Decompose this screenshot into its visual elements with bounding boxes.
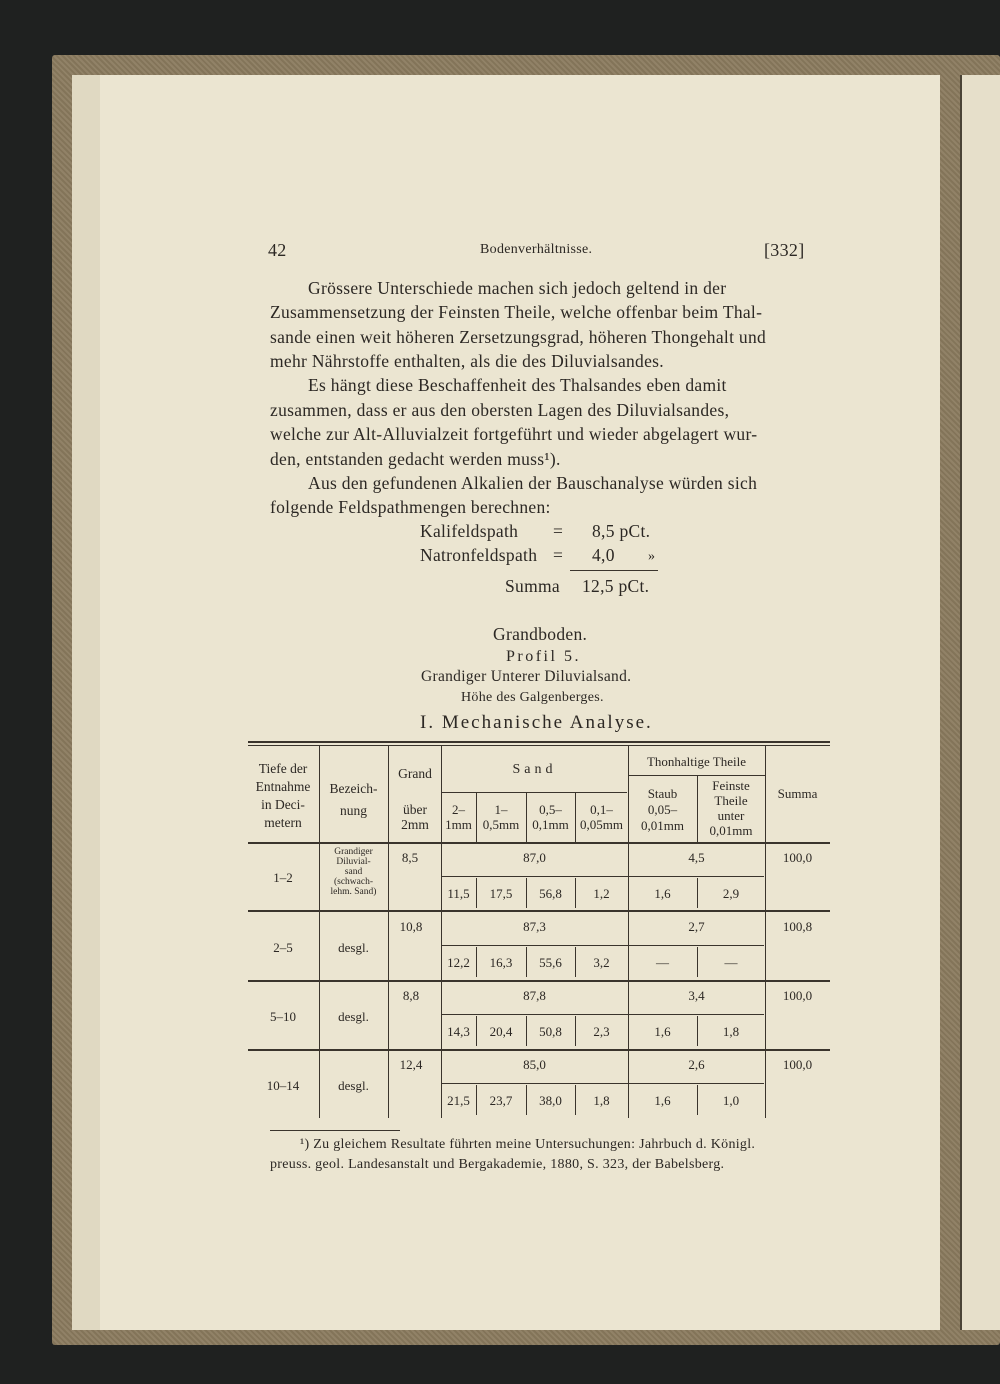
footnote-line: ¹) Zu gleichem Resultate führten meine Untersuchungen: Jahrbuch d. Königl.: [300, 1137, 756, 1152]
header-text: Staub: [647, 786, 678, 801]
cell-summa: 100,0: [782, 1057, 813, 1072]
bracket-page-number: [332]: [764, 240, 805, 260]
calc-value: 4,0: [592, 545, 615, 565]
calc-sum-value: 12,5 pCt.: [582, 576, 650, 596]
cell-bezeichnung: desgl.: [338, 940, 369, 955]
cell-grand: 8,5: [401, 850, 419, 865]
header-feinste: [697, 778, 765, 838]
cell-staub: 1,6: [654, 886, 671, 901]
cell-sand: 16,3: [489, 955, 513, 970]
cell-sand-total: 87,3: [523, 919, 546, 934]
header-text: 0,5–: [539, 802, 562, 817]
body-line: Aus den gefundenen Alkalien der Bauschanalyse würden sich: [308, 473, 758, 493]
cell-sand: 17,5: [489, 886, 513, 901]
header-text: metern: [264, 815, 302, 830]
header-text: in Deci-: [261, 797, 305, 812]
subrow-rule: [441, 1083, 764, 1084]
cell-sand: 55,6: [539, 955, 562, 970]
cell-sand: 3,2: [593, 955, 610, 970]
cell-sand: 38,0: [539, 1093, 562, 1108]
body-line: den, entstanden gedacht werden muss¹).: [270, 449, 561, 469]
footnote-rule: [270, 1130, 400, 1131]
cell-sand: 50,8: [539, 1024, 562, 1039]
cell-staub: —: [656, 955, 669, 970]
page-edge: [72, 75, 100, 1330]
analysis-heading: I. Mechanische Analyse.: [420, 712, 653, 733]
body-line: Es hängt diese Beschaffenheit des Thalsandes eben damit: [308, 375, 727, 395]
header-text: nung: [340, 803, 367, 818]
calc-equals: =: [553, 521, 564, 541]
cell-sand: 12,2: [447, 955, 470, 970]
header-text: 0,5mm: [482, 817, 520, 832]
body-line: Grössere Unterschiede machen sich jedoch geltend in der: [308, 278, 727, 298]
sum-rule: [570, 570, 658, 571]
cell-summa: 100,8: [782, 919, 813, 934]
cell-thon-total: 3,4: [688, 988, 705, 1003]
cell-sand-total: 87,8: [523, 988, 546, 1003]
cell-sand-total: 85,0: [523, 1057, 546, 1072]
section-heading: Grandboden.: [493, 624, 588, 644]
header-text: Tiefe der: [258, 761, 308, 776]
header-summa: Summa: [777, 786, 818, 801]
cell-sand: 2,3: [593, 1024, 610, 1039]
table-top-rule: [248, 745, 830, 746]
calc-sum-label: Summa: [505, 576, 560, 596]
cell-thon-total: 2,7: [688, 919, 705, 934]
cell-tiefe: 1–2: [273, 870, 293, 885]
row-rule: [248, 842, 830, 844]
facing-page: [960, 75, 1000, 1330]
header-text: 1mm: [445, 817, 472, 832]
header-text: 2–: [452, 802, 465, 817]
cell-bezeichnung: desgl.: [338, 1009, 369, 1024]
cell-thon-total: 4,5: [688, 850, 705, 865]
footnote-line: preuss. geol. Landesanstalt und Bergakademie, 1880, S. 323, der Babelsberg.: [270, 1157, 725, 1172]
cell-sand: 21,5: [447, 1093, 470, 1108]
calc-value: 8,5 pCt.: [592, 521, 651, 541]
profile-heading: Profil 5.: [506, 648, 581, 665]
body-line: sande einen weit höheren Zersetzungsgrad, höheren Thongehalt und: [270, 327, 767, 347]
header-staub: [628, 786, 697, 834]
body-line: welche zur Alt-Alluvialzeit fortgeführt und wieder abgelagert wur-: [270, 424, 758, 444]
body-line: mehr Nährstoffe enthalten, als die des Diluvialsandes.: [270, 351, 664, 371]
header-text: 0,1–: [590, 802, 613, 817]
cell-feinste: —: [724, 955, 738, 970]
cell-sand: 14,3: [447, 1024, 470, 1039]
cell-sand: 1,2: [593, 886, 610, 901]
body-line: zusammen, dass er aus den obersten Lagen des Diluvialsandes,: [270, 400, 730, 420]
header-text: Feinste: [712, 778, 750, 793]
header-sand-col: [476, 802, 526, 832]
cell-grand: 12,4: [399, 1057, 423, 1072]
cell-thon-total: 2,6: [688, 1057, 705, 1072]
row-rule: [248, 1049, 830, 1051]
running-title: Bodenverhältnisse.: [480, 242, 593, 257]
header-sand-col: [575, 802, 628, 832]
cell-sand: 56,8: [539, 886, 562, 901]
header-text: Bezeich-: [329, 781, 378, 796]
body-line: folgende Feldspathmengen berechnen:: [270, 497, 551, 517]
table-top-rule: [248, 741, 830, 743]
header-grand-sub: [389, 802, 441, 832]
cell-staub: 1,6: [654, 1093, 671, 1108]
header-bezeichnung: [320, 778, 387, 822]
calc-label: Kalifeldspath: [420, 521, 519, 541]
subrow-rule: [441, 945, 764, 946]
header-text: 0,05–: [647, 802, 678, 817]
cell-grand: 8,8: [402, 988, 420, 1003]
cell-tiefe: 2–5: [273, 940, 293, 955]
header-text: Theile: [714, 793, 748, 808]
calc-equals: =: [553, 545, 564, 565]
ditto-mark: »: [648, 549, 656, 564]
cell-bezeichnung: desgl.: [338, 1078, 369, 1093]
header-sand: Sand: [512, 762, 557, 777]
cell-sand: 20,4: [489, 1024, 513, 1039]
header-text: unter: [717, 808, 745, 823]
cell-bezeichnung: [320, 847, 387, 897]
cell-sand: 23,7: [489, 1093, 513, 1108]
header-sand-col: [441, 802, 476, 832]
cell-sand-total: 87,0: [523, 850, 546, 865]
cell-summa: 100,0: [782, 850, 813, 865]
body-line: Zusammensetzung der Feinsten Theile, welche offenbar beim Thal-: [270, 302, 763, 322]
cell-text: Grandiger: [334, 847, 373, 857]
calc-label: Natronfeldspath: [420, 545, 538, 565]
cell-text: lehm. Sand): [330, 887, 377, 897]
header-text: 0,01mm: [641, 818, 684, 833]
cell-feinste: 1,8: [722, 1024, 740, 1039]
header-text: Entnahme: [255, 779, 311, 794]
header-text: 0,05mm: [580, 817, 623, 832]
cell-tiefe: 5–10: [270, 1009, 296, 1024]
cell-feinste: 1,0: [722, 1093, 740, 1108]
header-text: über: [403, 802, 427, 817]
location: Höhe des Galgenberges.: [461, 690, 604, 705]
cell-text: Diluvial-: [336, 857, 371, 867]
cell-tiefe: 10–14: [266, 1078, 300, 1093]
header-tiefe: [248, 760, 318, 832]
cell-grand: 10,8: [399, 919, 423, 934]
sand-header-rule: [441, 792, 627, 793]
header-text: 2mm: [401, 817, 429, 832]
cell-sand: 1,8: [593, 1093, 610, 1108]
cell-sand: 11,5: [447, 886, 470, 901]
cell-text: sand: [344, 867, 363, 877]
page-number: 42: [268, 240, 287, 260]
cell-summa: 100,0: [782, 988, 813, 1003]
header-sand-col: [526, 802, 575, 832]
header-thonhaltige: Thonhaltige Theile: [646, 754, 747, 769]
header-grand: Grand: [398, 766, 432, 781]
subrow-rule: [441, 876, 764, 877]
row-rule: [248, 910, 830, 912]
cell-feinste: 2,9: [722, 886, 740, 901]
header-text: 0,01mm: [709, 823, 753, 838]
row-rule: [248, 980, 830, 982]
cell-staub: 1,6: [654, 1024, 671, 1039]
subheading: Grandiger Unterer Diluvialsand.: [421, 668, 632, 685]
header-text: 1–: [494, 802, 508, 817]
subrow-rule: [441, 1014, 764, 1015]
header-text: 0,1mm: [532, 817, 569, 832]
cell-text: (schwach-: [333, 877, 374, 887]
